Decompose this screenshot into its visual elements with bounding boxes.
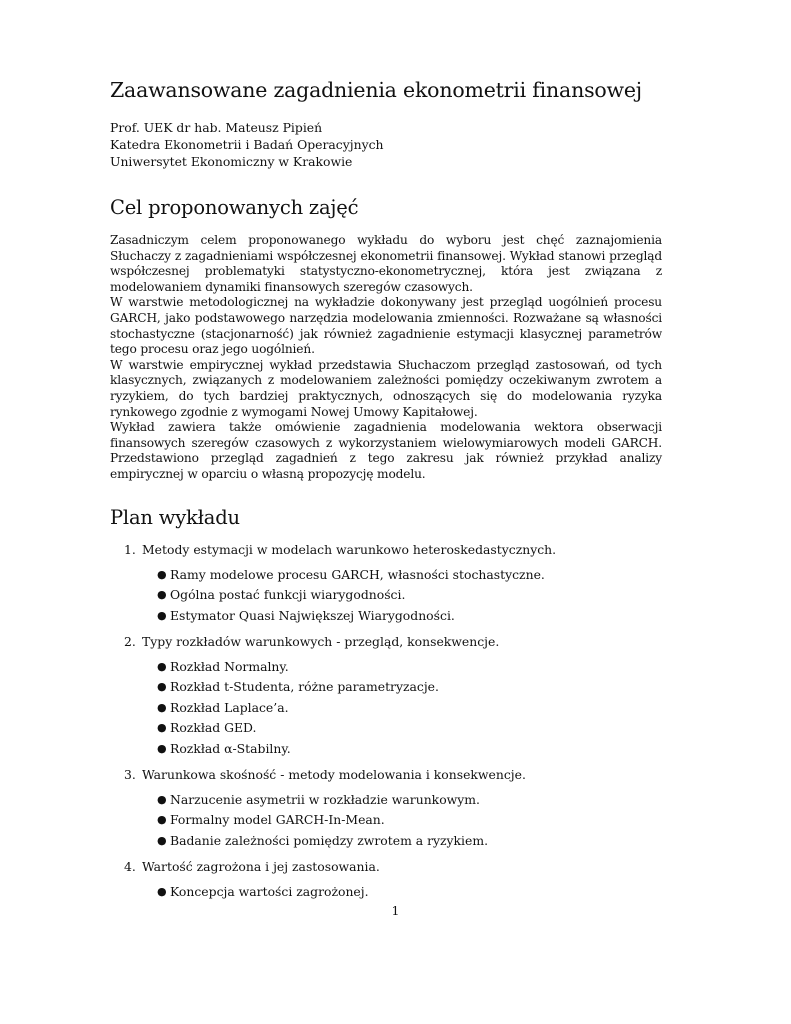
author-block bbox=[110, 119, 662, 170]
author-department: Katedra Ekonometrii i Badań Operacyjnych bbox=[110, 137, 384, 152]
plan-subitem bbox=[157, 587, 662, 603]
plan-subitem-text: Ogólna postać funkcji wiarygodności. bbox=[170, 587, 406, 602]
document-page bbox=[110, 78, 662, 910]
author-university: Uniwersytet Ekonomiczny w Krakowie bbox=[110, 154, 353, 169]
bullet-icon: ● bbox=[157, 721, 167, 734]
plan-item-text: Warunkowa skośność - metody modelowania i konsekwencje. bbox=[142, 766, 526, 782]
plan-item-number: 1. bbox=[124, 541, 136, 557]
goal-section-heading: Cel proponowanych zajęć bbox=[110, 196, 359, 219]
plan-sublist bbox=[110, 567, 662, 624]
goal-paragraph: W warstwie empirycznej wykład przedstawia Słuchaczom przegląd zastosowań, od tych klasycznych, związanych z modelowaniem zależności pomiędzy oczekiwanym zwrotem a ryzykiem, do tych bardziej praktycznych, odnoszących się do modelowania ryzyka rynkowego zgodnie z wymogami Nowej Umowy Kapitałowej. bbox=[110, 357, 662, 419]
plan-subitem bbox=[157, 659, 662, 675]
bullet-icon: ● bbox=[157, 741, 167, 755]
plan-subitem bbox=[157, 720, 662, 736]
plan-subitem-text: Koncepcja wartości zagrożonej. bbox=[170, 883, 369, 899]
plan-subitem-text: Badanie zależności pomiędzy zwrotem a ryzykiem. bbox=[170, 832, 489, 848]
plan-subitem-text: Estymator Quasi Największej Wiarygodności. bbox=[170, 607, 455, 623]
plan-item-number: 4. bbox=[124, 858, 136, 874]
plan-subitem-text: Rozkład GED. bbox=[170, 720, 257, 735]
plan-sublist bbox=[110, 659, 662, 757]
plan-subitem bbox=[157, 741, 662, 757]
plan-sublist bbox=[110, 792, 662, 849]
plan-subitem-text: Formalny model GARCH-In-Mean. bbox=[170, 812, 385, 827]
document-title: Zaawansowane zagadnienia ekonometrii finansowej bbox=[110, 78, 642, 102]
page-number: 1 bbox=[391, 903, 400, 918]
plan-subitem-text: Rozkład Laplace’a. bbox=[170, 699, 289, 715]
bullet-icon: ● bbox=[157, 833, 167, 847]
bullet-icon: ● bbox=[157, 659, 167, 673]
plan-subitem bbox=[157, 700, 662, 716]
plan-subitem bbox=[157, 679, 662, 695]
goal-paragraph: W warstwie metodologicznej na wykładzie dokonywany jest przegląd uogólnień procesu GARCH, jako podstawowego narzędzia modelowania zmienności. Rozważane są własności stochastyczne (stacjonarność) jak również zagadnienie estymacji klasycznej parametrów tego procesu oraz jego uogólnień. bbox=[110, 295, 662, 357]
plan-item bbox=[110, 542, 662, 624]
plan-item-number: 2. bbox=[124, 633, 136, 649]
author-name: Prof. UEK dr hab. Mateusz Pipień bbox=[110, 120, 323, 135]
bullet-icon: ● bbox=[157, 608, 167, 622]
plan-subitem-text: Rozkład Normalny. bbox=[170, 658, 289, 674]
plan-subitem bbox=[157, 884, 662, 900]
plan-subitem-text: Rozkład α-Stabilny. bbox=[170, 740, 291, 756]
plan-subitem bbox=[157, 567, 662, 583]
plan-sublist bbox=[110, 884, 662, 900]
bullet-icon: ● bbox=[157, 680, 167, 693]
bullet-icon: ● bbox=[157, 792, 167, 806]
plan-subitem-text: Ramy modelowe procesu GARCH, własności stochastyczne. bbox=[170, 566, 545, 582]
plan-subitem bbox=[157, 608, 662, 624]
plan-section-heading: Plan wykładu bbox=[110, 505, 240, 529]
plan-item-text: Wartość zagrożona i jej zastosowania. bbox=[142, 858, 380, 874]
bullet-icon: ● bbox=[157, 567, 167, 581]
plan-list bbox=[110, 542, 662, 900]
plan-item-number: 3. bbox=[124, 766, 136, 782]
plan-subitem bbox=[157, 792, 662, 808]
plan-subitem-text: Narzucenie asymetrii w rozkładzie warunkowym. bbox=[170, 791, 480, 807]
goal-paragraph: Zasadniczym celem proponowanego wykładu do wyboru jest chęć zaznajomienia Słuchaczy z zagadnieniami współczesnej ekonometrii finansowej. Wykład stanowi przegląd współczesnej problematyki statystyczno-ekonometrycznej, która jest związana z modelowaniem dynamiki finansowych szeregów czasowych. bbox=[110, 233, 662, 294]
plan-item bbox=[110, 634, 662, 757]
bullet-icon: ● bbox=[157, 884, 167, 898]
bullet-icon: ● bbox=[157, 588, 167, 601]
plan-subitem-text: Rozkład t-Studenta, różne parametryzacje. bbox=[170, 679, 439, 694]
plan-item-text: Metody estymacji w modelach warunkowo heteroskedastycznych. bbox=[142, 541, 557, 557]
bullet-icon: ● bbox=[157, 700, 167, 714]
plan-item-text: Typy rozkładów warunkowych - przegląd, konsekwencje. bbox=[142, 633, 500, 649]
plan-item bbox=[110, 767, 662, 849]
goal-paragraph: Wykład zawiera także omówienie zagadnienia modelowania wektora obserwacji finansowych szeregów czasowych z wykorzystaniem wielowymiarowych modeli GARCH. Przedstawiono przegląd zagadnień z tego zakresu jak również przykład analizy empirycznej w oparciu o własną propozycję modelu. bbox=[110, 420, 662, 481]
plan-subitem bbox=[157, 833, 662, 849]
plan-item bbox=[110, 859, 662, 900]
bullet-icon: ● bbox=[157, 813, 167, 826]
plan-subitem bbox=[157, 812, 662, 828]
goal-section-body bbox=[110, 233, 662, 483]
